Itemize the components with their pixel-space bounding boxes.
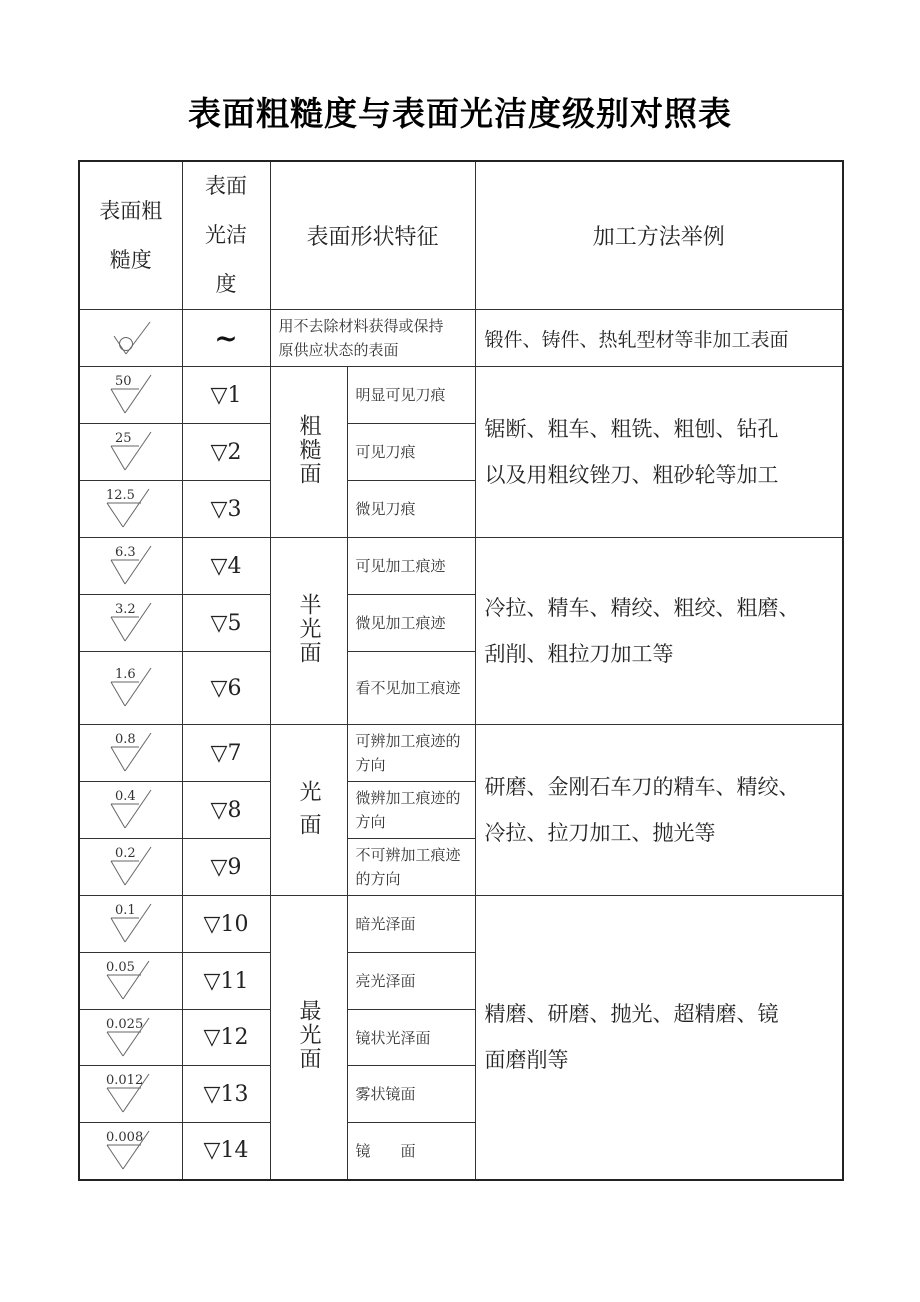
svg-text:6.3: 6.3 — [114, 545, 136, 560]
feature-cell: 明显可见刀痕 — [347, 367, 475, 424]
header-finish — [182, 161, 270, 310]
finish-grade: ▽1 — [182, 367, 270, 424]
feature-cell: 可见刀痕 — [347, 424, 475, 481]
svg-text:0.012: 0.012 — [105, 1073, 143, 1088]
svg-text:12.5: 12.5 — [105, 488, 135, 503]
group-label — [270, 725, 347, 896]
roughness-triangle-icon — [101, 373, 161, 417]
table-row — [79, 725, 843, 782]
finish-grade: ▽9 — [182, 839, 270, 896]
svg-text:0.8: 0.8 — [114, 732, 136, 747]
feature-cell: 暗光泽面 — [347, 896, 475, 953]
header-method: 加工方法举例 — [475, 161, 843, 310]
roughness-triangle-icon — [101, 487, 161, 531]
roughness-triangle-icon — [101, 788, 161, 832]
roughness-triangle-icon — [101, 601, 161, 645]
svg-text:50: 50 — [114, 374, 132, 389]
roughness-triangle-icon — [101, 845, 161, 889]
svg-text:0.4: 0.4 — [114, 789, 136, 804]
roughness-symbol — [79, 1010, 182, 1066]
finish-grade: ▽3 — [182, 481, 270, 538]
finish-grade: ▽2 — [182, 424, 270, 481]
finish-grade: ▽11 — [182, 953, 270, 1010]
finish-grade: ▽4 — [182, 538, 270, 595]
finish-grade: ▽5 — [182, 595, 270, 652]
roughness-symbol — [79, 953, 182, 1010]
roughness-symbol — [79, 424, 182, 481]
svg-text:0.05: 0.05 — [105, 960, 135, 975]
comparison-table — [78, 160, 844, 1181]
finish-grade: ▽6 — [182, 652, 270, 725]
feature-cell: 可见加工痕迹 — [347, 538, 475, 595]
roughness-triangle-icon — [101, 902, 161, 946]
roughness-symbol — [79, 782, 182, 839]
table-row — [79, 896, 843, 953]
grade-tilde: ~ — [182, 310, 270, 367]
svg-text:1.6: 1.6 — [114, 667, 136, 682]
roughness-symbol — [79, 652, 182, 725]
group-label-text: 半光面 — [296, 593, 321, 665]
method-cell: 锻件、铸件、热轧型材等非加工表面 — [475, 310, 843, 367]
page-title: 表面粗糙度与表面光洁度级别对照表 — [188, 94, 732, 133]
roughness-triangle-icon — [101, 731, 161, 775]
method-line1: 精磨、研磨、抛光、超精磨、镜 — [484, 1002, 779, 1027]
roughness-symbol — [79, 725, 182, 782]
table-row — [79, 538, 843, 595]
method-cell — [475, 896, 843, 1180]
header-finish-line2: 光洁 — [205, 223, 247, 247]
finish-grade: ▽10 — [182, 896, 270, 953]
roughness-symbol — [79, 839, 182, 896]
roughness-triangle-icon — [101, 430, 161, 474]
table-row-unmachined — [79, 310, 843, 367]
roughness-triangle-icon — [101, 959, 161, 1003]
feature-cell: 微见加工痕迹 — [347, 595, 475, 652]
method-line1: 锯断、粗车、粗铣、粗刨、钻孔 — [484, 417, 779, 441]
finish-grade: ▽13 — [182, 1066, 270, 1123]
svg-text:25: 25 — [114, 431, 132, 446]
header-roughness-line1: 表面粗 — [99, 198, 163, 223]
finish-grade: ▽12 — [182, 1010, 270, 1066]
method-cell — [475, 367, 843, 538]
method-line2: 刮削、粗拉刀加工等 — [484, 642, 674, 666]
svg-text:0.1: 0.1 — [114, 903, 136, 918]
feature-line2: 原供应状态的表面 — [278, 341, 399, 359]
group-label — [270, 538, 347, 725]
group-label-text: 最光面 — [296, 999, 321, 1072]
header-finish-line1: 表面 — [205, 174, 247, 198]
header-roughness — [79, 161, 182, 310]
header-feature: 表面形状特征 — [270, 161, 475, 310]
group-label — [270, 367, 347, 538]
roughness-triangle-icon — [101, 1129, 161, 1173]
method-cell — [475, 725, 843, 896]
roughness-symbol — [79, 538, 182, 595]
svg-text:0.008: 0.008 — [105, 1129, 143, 1145]
roughness-symbol — [79, 595, 182, 652]
header-roughness-line2: 糙度 — [109, 247, 152, 272]
method-line2: 面磨削等 — [484, 1048, 569, 1073]
finish-grade: ▽7 — [182, 725, 270, 782]
roughness-symbol — [79, 1066, 182, 1123]
group-label — [270, 896, 347, 1180]
feature-cell: 不可辨加工痕迹的方向 — [347, 839, 475, 896]
method-line1: 冷拉、精车、精绞、粗绞、粗磨、 — [484, 596, 800, 620]
feature-cell: 亮光泽面 — [347, 953, 475, 1010]
roughness-triangle-icon — [101, 1072, 161, 1116]
group-label-text: 光 面 — [296, 779, 321, 837]
feature-line1: 用不去除材料获得或保持 — [278, 317, 444, 335]
feature-cell: 雾状镜面 — [347, 1066, 475, 1123]
header-row — [79, 161, 843, 310]
roughness-symbol — [79, 896, 182, 953]
group-label-text: 粗糙面 — [296, 414, 321, 486]
roughness-symbol — [79, 481, 182, 538]
roughness-symbol — [79, 1123, 182, 1180]
svg-text:0.2: 0.2 — [114, 846, 136, 861]
feature-cell: 可辨加工痕迹的方向 — [347, 725, 475, 782]
method-line2: 冷拉、拉刀加工、抛光等 — [484, 821, 716, 845]
feature-cell: 微见刀痕 — [347, 481, 475, 538]
method-line1: 研磨、金刚石车刀的精车、精绞、 — [484, 775, 800, 799]
finish-grade: ▽14 — [182, 1123, 270, 1180]
roughness-triangle-icon — [101, 1016, 161, 1060]
circle-check-icon — [79, 310, 182, 367]
feature-cell: 镜状光泽面 — [347, 1010, 475, 1066]
feature-cell — [270, 310, 475, 367]
roughness-triangle-icon — [101, 544, 161, 588]
roughness-symbol — [79, 367, 182, 424]
svg-text:3.2: 3.2 — [114, 602, 136, 617]
feature-cell: 镜 面 — [347, 1123, 475, 1180]
feature-cell: 微辨加工痕迹的方向 — [347, 782, 475, 839]
method-line2: 以及用粗纹锉刀、粗砂轮等加工 — [484, 463, 779, 487]
finish-grade: ▽8 — [182, 782, 270, 839]
header-finish-line3: 度 — [215, 272, 237, 296]
table-row — [79, 367, 843, 424]
feature-cell: 看不见加工痕迹 — [347, 652, 475, 725]
method-cell — [475, 538, 843, 725]
svg-text:0.025: 0.025 — [105, 1016, 143, 1032]
roughness-triangle-icon — [101, 666, 161, 710]
